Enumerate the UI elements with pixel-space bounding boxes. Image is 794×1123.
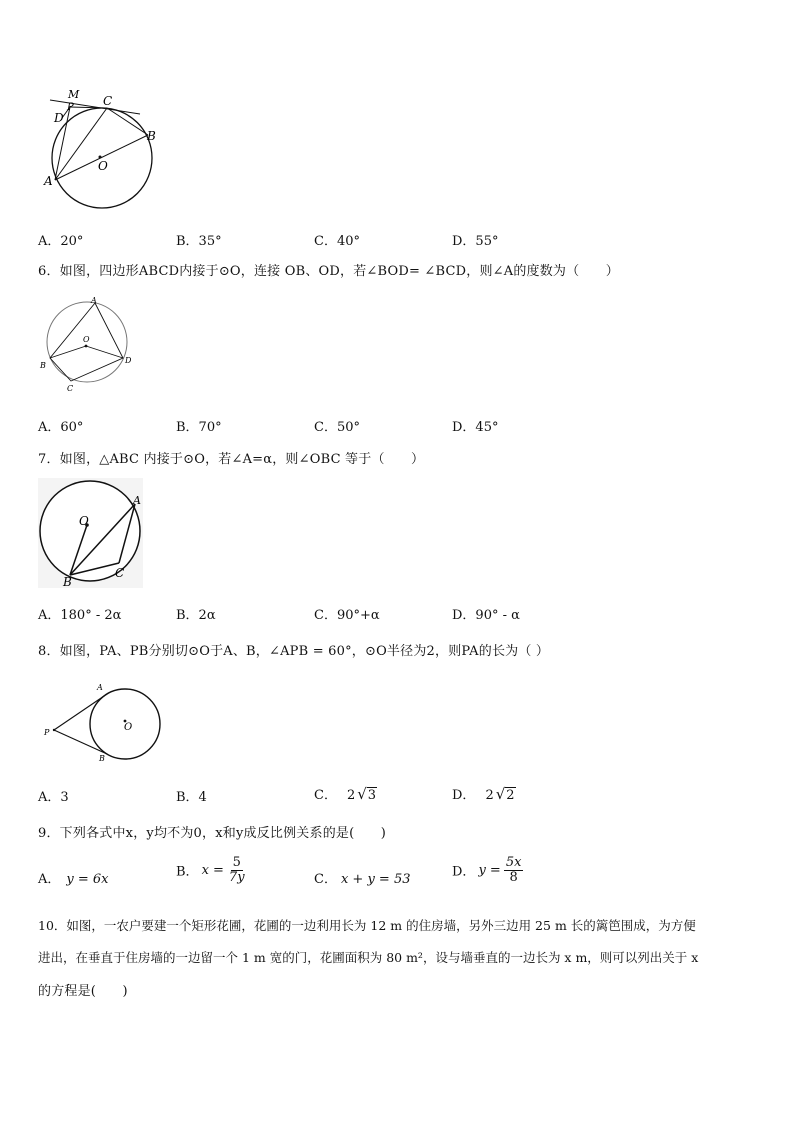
- q7-label-O: O: [79, 514, 89, 528]
- q8-option-d: [452, 784, 516, 803]
- q6-label-O: O: [83, 335, 90, 344]
- q8-option-d-coef: 2: [485, 788, 494, 803]
- q9-option-b-denominator: 7y: [228, 869, 245, 885]
- q6-label-C: C: [67, 384, 74, 393]
- q5-figure: [40, 85, 160, 215]
- q6-figure: [38, 294, 138, 394]
- q8-option-d-radicand: 2: [506, 788, 515, 803]
- q8-label-B: B: [99, 754, 105, 763]
- q8-option-c: [314, 784, 377, 803]
- q9-option-d-prefix: D．: [452, 864, 476, 880]
- q5-label-M: M: [68, 88, 80, 101]
- q9-option-b-prefix: B．: [176, 864, 199, 880]
- q6-option-c: C．50°: [314, 420, 360, 435]
- q9-option-a-prefix: A．: [38, 872, 61, 887]
- q8-option-c-prefix: C．: [314, 788, 337, 803]
- q5-option-b: B．35°: [176, 234, 222, 249]
- q8-label-A: A: [97, 683, 103, 692]
- q7-label-A: A: [133, 494, 141, 507]
- q7-option-d: D．90° - α: [452, 608, 520, 623]
- q9-option-b: [176, 856, 247, 884]
- q9-option-c-expr: x + y = 53: [340, 872, 411, 887]
- q7-label-C: C: [115, 566, 125, 580]
- q7-option-b: B．2α: [176, 608, 216, 623]
- q8-stem: 8．如图，PA、PB分别切⊙O于A、B，∠APB = 60°，⊙O半径为2，则PA的长为（ ）: [38, 644, 550, 659]
- q9-stem: 9．下列各式中x，y均不为0，x和y成反比例关系的是( ): [38, 826, 387, 841]
- q8-figure: [42, 680, 166, 766]
- q6-option-a: A．60°: [38, 420, 84, 435]
- q8-option-b: B．4: [176, 790, 207, 805]
- q9-option-d-lhs: y =: [478, 862, 501, 878]
- q9-option-d-numerator: 5x: [505, 855, 522, 870]
- q6-stem: 6．如图，四边形ABCD内接于⊙O，连接 OB、OD，若∠BOD= ∠BCD，则∠A的度数为（ ）: [38, 264, 619, 279]
- q10-line-3: 的方程是( ): [38, 984, 128, 999]
- q5-label-A: A: [44, 174, 53, 188]
- q7-stem: 7．如图，△ABC 内接于⊙O，若∠A=α，则∠OBC 等于（ ）: [38, 452, 425, 467]
- q10-line-1: 10．如图，一农户要建一个矩形花圃，花圃的一边利用长为 12 m 的住房墙，另外三边用 25 m 长的篱笆围成，为方便: [38, 918, 696, 933]
- q9-option-d-fraction: [504, 856, 524, 884]
- q6-label-B: B: [40, 361, 46, 370]
- q10-line-2: 进出，在垂直于住房墙的一边留一个 1 m 宽的门，花圃面积为 80 m²，设与墙垂直的一边长为 x m，则可以列出关于 x: [38, 950, 699, 965]
- q5-label-B: B: [147, 129, 156, 143]
- q9-option-b-fraction: [227, 856, 247, 884]
- q6-option-d: D．45°: [452, 420, 499, 435]
- q8-option-a: A．3: [38, 790, 69, 805]
- q9-option-a: [38, 868, 109, 887]
- q8-label-O: O: [124, 722, 133, 733]
- sqrt-icon: √2: [495, 785, 515, 803]
- q7-label-B: B: [63, 575, 72, 589]
- sqrt-icon: √3: [357, 785, 377, 803]
- q9-option-b-lhs: x =: [201, 862, 224, 878]
- q9-option-c: [314, 868, 411, 887]
- q6-label-D: D: [125, 356, 132, 365]
- q8-option-c-radicand: 3: [367, 788, 377, 803]
- q8-option-d-prefix: D．: [452, 788, 476, 803]
- q8-option-c-coef: 2: [346, 788, 356, 803]
- q5-option-a: A．20°: [38, 234, 84, 249]
- q5-label-O: O: [98, 159, 108, 173]
- q7-option-a: A．180° - 2α: [38, 608, 122, 623]
- q7-figure: [38, 478, 146, 590]
- q5-option-c: C．40°: [314, 234, 360, 249]
- q9-option-d-denominator: 8: [509, 869, 518, 885]
- q5-label-C: C: [103, 94, 113, 108]
- q5-label-D: D: [54, 111, 64, 125]
- q7-circle: [40, 481, 140, 581]
- q9-option-b-numerator: 5: [232, 855, 241, 870]
- q7-option-c: C．90°+α: [314, 608, 380, 623]
- q6-option-b: B．70°: [176, 420, 222, 435]
- q9-option-a-expr: y = 6x: [66, 872, 109, 887]
- q5-option-d: D．55°: [452, 234, 499, 249]
- q9-option-c-prefix: C．: [314, 872, 337, 887]
- q6-label-A: A: [91, 296, 97, 305]
- q8-label-P: P: [44, 728, 50, 737]
- q5-label-P: P: [67, 102, 74, 113]
- q9-option-d: [452, 856, 523, 884]
